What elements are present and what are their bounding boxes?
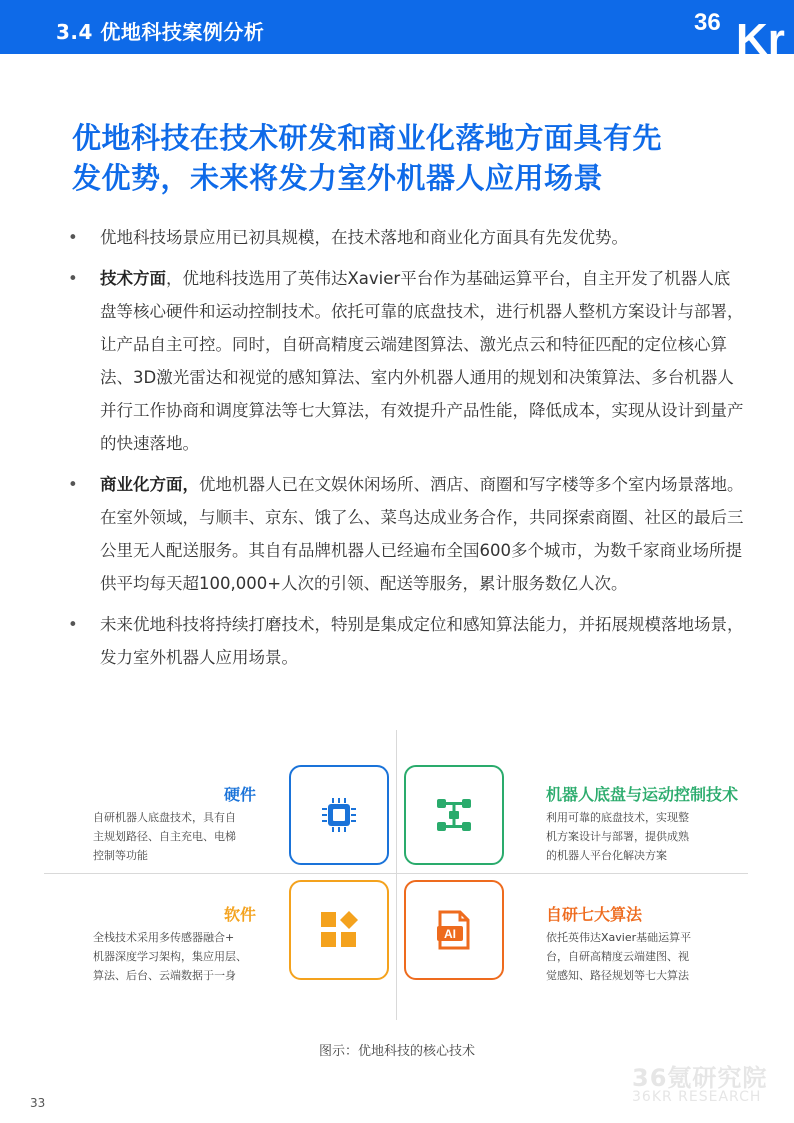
bullet-item (66, 468, 746, 600)
heading-line-2: 发优势，未来将发力室外机器人应用场景 (72, 161, 604, 195)
bullet-list (66, 221, 746, 682)
chassis-tile (404, 765, 504, 865)
desc-line: 算法、后台、云端数据于一身 (93, 969, 236, 982)
algorithms-tile (404, 880, 504, 980)
watermark-en: 36KR RESEARCH (632, 1089, 762, 1105)
algorithms-title: 自研七大算法 (546, 905, 643, 924)
algorithms-desc (546, 928, 721, 985)
vertical-divider (396, 730, 397, 1020)
bullet-item (66, 262, 746, 460)
software-title: 软件 (223, 905, 256, 924)
bullet-bold-label: 商业化方面， (100, 475, 199, 494)
heading-line-1: 优地科技在技术研发和商业化落地方面具有先 (72, 121, 663, 155)
desc-line: 机器深度学习架构，集应用层、 (93, 950, 247, 963)
desc-line: 机方案设计与部署，提供成熟 (546, 830, 689, 843)
figure-caption: 图示：优地科技的核心技术 (318, 1044, 475, 1059)
desc-line: 自研机器人底盘技术，具有自 (93, 811, 236, 824)
desc-line: 的机器人平台化解决方案 (546, 849, 667, 862)
svg-text:36: 36 (694, 9, 721, 36)
ai-file-icon (436, 910, 472, 950)
page-number: 33 (30, 1096, 46, 1110)
bullet-dot: • (68, 615, 78, 634)
ai-label: AI (444, 927, 456, 941)
hardware-title: 硬件 (223, 785, 256, 804)
bullet-text: 优地科技场景应用已初具规模，在技术落地和商业化方面具有先发优势。 (100, 228, 628, 247)
section-title: 3.4 优地科技案例分析 (56, 20, 265, 44)
chip-icon (320, 796, 358, 834)
bullet-text: ，优地科技选用了英伟达Xavier平台作为基础运算平台，自主开发了机器人底盘等核心硬件和运动控制技术。依托可靠的底盘技术，进行机器人整机方案设计与部署，让产品自主可控。同时，自研高精度云端建图算法、激光点云和特征匹配的定位核心算法、3D激光雷达和视觉的感知算法、室内外机器人通用的规划和决策算法、多台机器人并行工作协商和调度算法等七大算法，有效提升产品性能，降低成本，实现从设计到量产的快速落地。 (100, 269, 744, 453)
desc-line: 主规划路径、自主充电、电梯 (93, 830, 236, 843)
svg-text:Kr: Kr (736, 15, 785, 54)
desc-line: 全栈技术采用多传感器融合+ (93, 931, 235, 944)
apps-icon (319, 910, 359, 950)
bullet-text: 未来优地科技将持续打磨技术，特别是集成定位和感知算法能力，并拓展规模落地场景，发力室外机器人应用场景。 (100, 615, 744, 667)
hardware-desc (93, 808, 268, 865)
desc-line: 觉感知、路径规划等七大算法 (546, 969, 689, 982)
36kr-logo (694, 2, 794, 54)
software-desc (93, 928, 268, 985)
bullet-item (66, 221, 746, 254)
watermark-cn: 36氪研究院 (632, 1064, 768, 1092)
desc-line: 台，自研高精度云端建图、视 (546, 950, 689, 963)
chassis-desc (546, 808, 721, 865)
desc-line: 控制等功能 (93, 849, 148, 862)
bullet-dot: • (68, 228, 78, 247)
core-tech-diagram (0, 730, 794, 1030)
bullet-item (66, 608, 746, 674)
software-tile (289, 880, 389, 980)
bullet-text: 优地机器人已在文娱休闲场所、酒店、商圈和写字楼等多个室内场景落地。在室外领域，与顺丰、京东、饿了么、菜鸟达成业务合作，共同探索商圈、社区的最后三公里无人配送服务。其自有品牌机器人已经遍布全国600多个城市，为数千家商业场所提供平均每天超100,000+人次的引领、配送等服务，累计服务数亿人次。 (100, 475, 744, 593)
hardware-tile (289, 765, 389, 865)
main-heading (72, 118, 732, 198)
chassis-title: 机器人底盘与运动控制技术 (546, 785, 739, 804)
bullet-dot: • (68, 269, 78, 288)
desc-line: 依托英伟达Xavier基础运算平 (546, 931, 692, 944)
chassis-icon (434, 795, 474, 835)
bullet-dot: • (68, 475, 78, 494)
bullet-bold-label: 技术方面 (100, 269, 166, 288)
desc-line: 利用可靠的底盘技术，实现整 (546, 811, 689, 824)
